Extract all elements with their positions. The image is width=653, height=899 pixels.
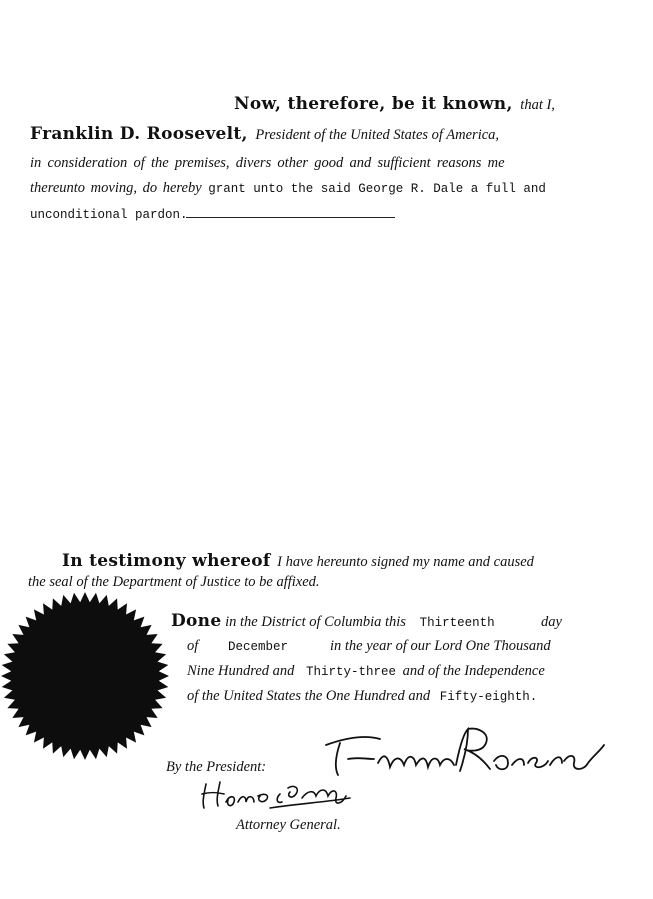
nine-hundred-line — [187, 663, 545, 680]
president-name: Franklin D. Roosevelt, — [30, 124, 248, 144]
president-line — [30, 124, 499, 144]
year-typed: Thirty-three — [306, 665, 397, 679]
month-typed-wrap — [228, 638, 288, 655]
testimony-line — [62, 551, 534, 571]
president-signature-stroke — [326, 729, 604, 775]
month-typed: December — [228, 640, 289, 654]
unconditional-line — [30, 206, 188, 223]
nine-hundred-text: Nine Hundred and — [187, 663, 295, 679]
seal-affixed-line: the seal of the Department of Justice to be affixed. — [28, 574, 320, 590]
of-label: of — [187, 638, 199, 654]
attorney-signature-stroke — [202, 782, 350, 808]
seal-starburst — [1, 592, 169, 760]
attorney-signature — [196, 774, 356, 814]
testimony-heading: In testimony whereof — [62, 551, 271, 571]
district-text: in the District of Columbia this — [225, 614, 406, 630]
year-of-lord-text: in the year of our Lord One Thousand — [330, 638, 551, 654]
day-typed: Thirteenth — [419, 616, 495, 630]
department-seal — [0, 588, 172, 768]
unconditional-typed: unconditional pardon. — [30, 208, 188, 222]
done-heading: Done — [171, 611, 222, 631]
grant-typed: grant unto the said George R. Dale a full and — [208, 182, 546, 196]
consideration-line: in consideration of the premises, divers other good and sufficient reasons me — [30, 155, 505, 171]
united-states-line — [187, 688, 537, 705]
by-president-label: By the President: — [166, 759, 267, 775]
fill-line — [186, 217, 395, 218]
day-label: day — [541, 614, 562, 630]
independence-typed: Fifty-eighth. — [439, 690, 538, 704]
president-signature — [318, 715, 608, 785]
pardon-heading: Now, therefore, be it known, — [234, 94, 513, 114]
testimony-text: I have hereunto signed my name and caused — [277, 554, 534, 570]
hereby-text: thereunto moving, do hereby — [30, 180, 202, 196]
that-i-text: that I, — [520, 97, 555, 113]
done-line — [171, 611, 495, 631]
attorney-general-label: Attorney General. — [236, 817, 341, 833]
grant-line — [30, 180, 546, 197]
pardon-heading-line — [234, 94, 555, 114]
united-states-text: of the United States the One Hundred and — [187, 688, 431, 704]
president-title: President of the United States of America, — [255, 127, 500, 143]
independence-text: and of the Independence — [402, 663, 545, 679]
